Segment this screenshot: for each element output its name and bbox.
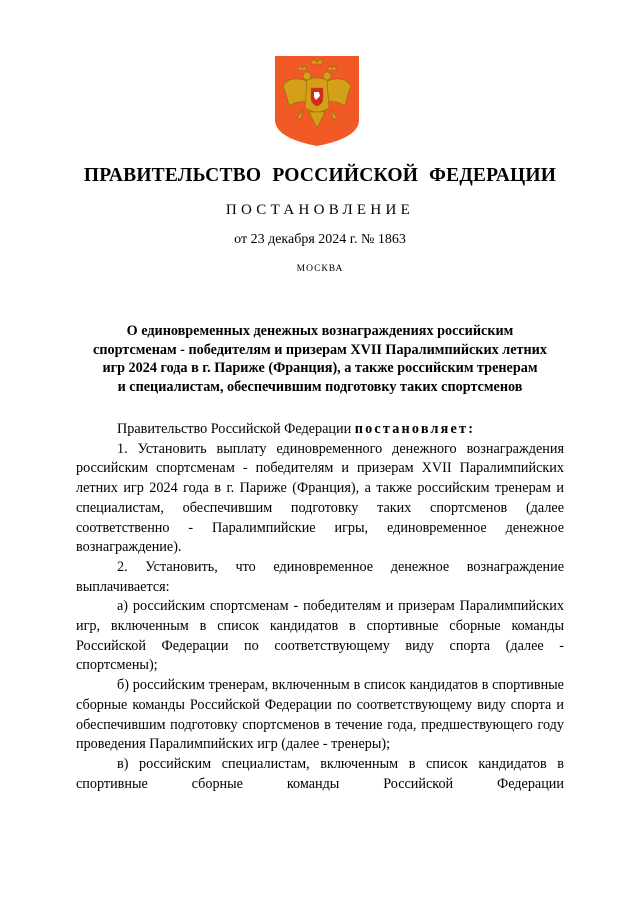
document-date-number: от 23 декабря 2024 г. № 1863	[234, 232, 406, 247]
document-city: МОСКВА	[296, 264, 344, 274]
paragraph-2: 2. Установить, что единовременное денежное вознаграждение выплачивается:	[76, 558, 564, 595]
paragraph-2c: в) российским специалистам, включенным в список кандидатов в спортивные сборные команды Российской Федерации	[76, 755, 564, 792]
heading-line: и специалистам, обеспечившим подготовку таких спортсменов	[117, 378, 523, 395]
intro-prefix: Правительство Российской Федерации	[117, 421, 352, 437]
document-body	[76, 420, 564, 794]
heading-line: игр 2024 года в г. Париже (Франция), а также российским тренерам	[102, 360, 538, 376]
paragraph-1: 1. Установить выплату единовременного денежного вознаграждения российским спортсменам - победителям и призерам XVII Паралимпийских летних игр 2024 года в г. Париже (Франция), а также российским тренерам и специалистам, обеспечившим подготовку таких спортсменов (далее соответственно - Паралимпийские игры, единовременное денежное вознаграждение).	[76, 440, 564, 556]
document-heading	[70, 322, 570, 396]
government-title: ПРАВИТЕЛЬСТВО РОССИЙСКОЙ ФЕДЕРАЦИИ	[83, 165, 557, 186]
paragraph-2a: а) российским спортсменам - победителям и призерам Паралимпийских игр, включенным в список кандидатов в спортивные сборные команды Российской Федерации по соответствующему виду спорта (далее - спортсмены);	[76, 598, 564, 674]
decree-word: постановляет:	[354, 421, 476, 437]
heading-line: спортсменам - победителям и призерам XVII Паралимпийских летних	[93, 341, 547, 358]
document-type: ПОСТАНОВЛЕНИЕ	[225, 202, 415, 218]
intro-paragraph	[76, 420, 564, 440]
heading-line: О единовременных денежных вознаграждениях российским	[126, 323, 514, 339]
paragraph-2b: б) российским тренерам, включенным в список кандидатов в спортивные сборные команды Российской Федерации по соответствующему виду спорта и обеспечившим подготовку спортсменов в течение года, предшествующего году проведения Паралимпийских игр (далее - тренеры);	[76, 677, 564, 753]
russian-coat-of-arms-icon	[275, 56, 359, 146]
